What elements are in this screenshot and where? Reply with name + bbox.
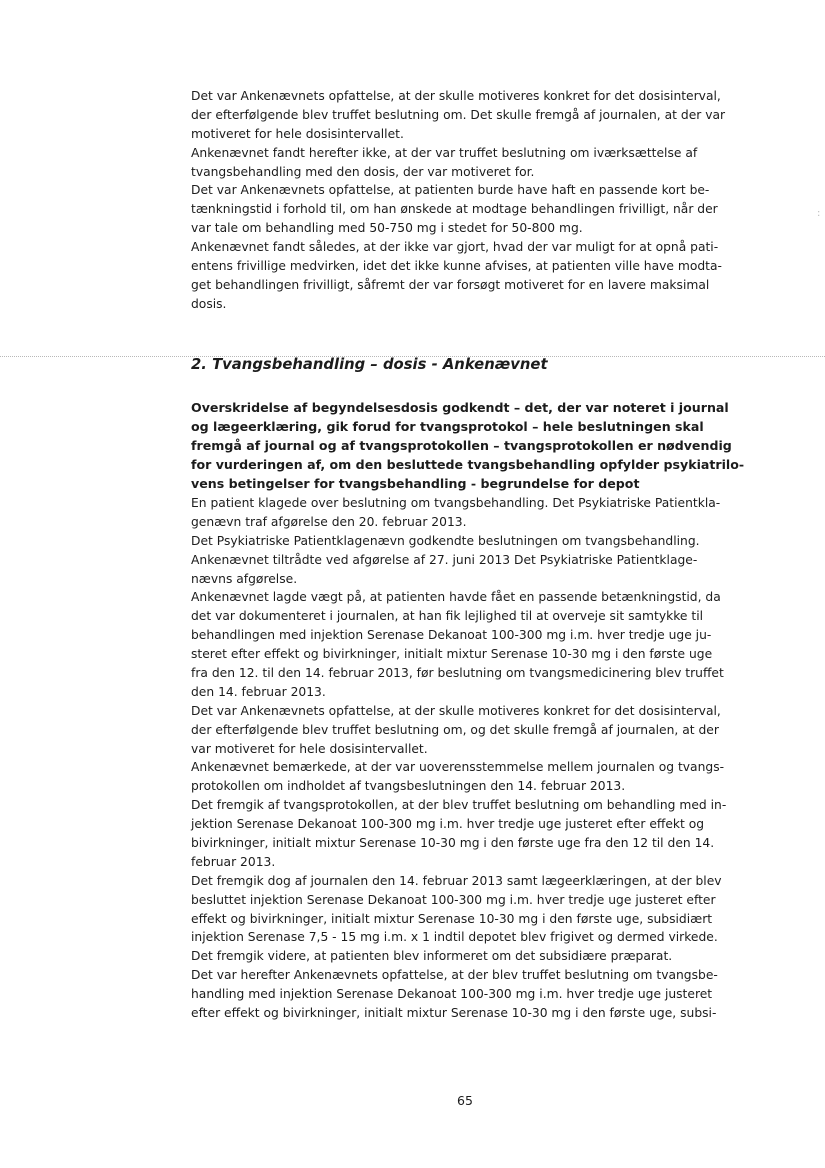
text-line: efter effekt og bivirkninger, initialt mixtur Serenase 10-30 mg i den første uge, subsi- [191, 1006, 717, 1021]
summary-line: for vurderingen af, om den besluttede tvangsbehandling opfylder psykiatrilo- [191, 456, 745, 472]
text-line: Det fremgik videre, at patienten blev informeret om det subsidiære præparat. [191, 949, 673, 964]
summary-line: vens betingelser for tvangsbehandling - begrundelse for depot [191, 475, 640, 491]
summary-line: og lægeerklæring, gik forud for tvangsprotokol – hele beslutningen skal [191, 418, 704, 434]
text-line: tænkningstid i forhold til, om han ønskede at modtage behandlingen frivilligt, når der [191, 202, 718, 217]
body-text [191, 494, 751, 1023]
text-line: Det fremgik dog af journalen den 14. februar 2013 samt lægeerklæringen, at der blev [191, 873, 722, 888]
text-line: behandlingen med injektion Serenase Dekanoat 100-300 mg i.m. hver tredje uge ju- [191, 628, 712, 643]
text-line: Ankenævnet bemærkede, at der var uoverensstemmelse mellem journalen og tvangs- [191, 760, 725, 775]
summary-line: fremgå af journal og af tvangsprotokollen – tvangsprotokollen er nødvendig [191, 437, 732, 453]
summary-line: Overskridelse af begyndelsesdosis godkendt – det, der var noteret i journal [191, 400, 729, 415]
page-number: 65 [457, 1093, 473, 1108]
text-line: En patient klagede over beslutning om tvangsbehandling. Det Psykiatriske Patientkla- [191, 496, 721, 510]
section-heading: 2. Tvangsbehandling – dosis - Ankenævnet [191, 356, 548, 373]
text-line: det var dokumenteret i journalen, at han fik lejlighed til at overveje sit samtykke til [191, 609, 704, 624]
text-line: besluttet injektion Serenase Dekanoat 100-300 mg i.m. hver tredje uge justeret efter [191, 892, 716, 907]
text-line: get behandlingen frivilligt, såfremt der var forsøgt motiveret for en lavere maksimal [191, 277, 710, 292]
text-line: var tale om behandling med 50-750 mg i stedet for 50-800 mg. [191, 221, 583, 236]
text-line: februar 2013. [191, 854, 276, 869]
text-line: den 14. februar 2013. [191, 684, 326, 699]
text-line: Det fremgik af tvangsprotokollen, at der blev truffet beslutning om behandling med in- [191, 798, 727, 813]
text-line: protokollen om indholdet af tvangsbeslutningen den 14. februar 2013. [191, 779, 626, 794]
summary-bold [191, 399, 751, 493]
text-line: Ankenævnet fandt således, at der ikke var gjort, hvad der var muligt for at opnå pati- [191, 240, 719, 255]
text-line: motiveret for hele dosisintervallet. [191, 126, 404, 141]
text-line: Ankenævnet tiltrådte ved afgørelse af 27. juni 2013 Det Psykiatriske Patientklage- [191, 552, 698, 567]
text-line: Det var Ankenævnets opfattelse, at der skulle motiveres konkret for det dosisinterval, [191, 89, 721, 103]
text-line: bivirkninger, initialt mixtur Serenase 10-30 mg i den første uge fra den 12 til den 14. [191, 836, 715, 851]
text-line: steret efter effekt og bivirkninger, initialt mixtur Serenase 10-30 mg i den første uge [191, 647, 713, 662]
text-line: var motiveret for hele dosisintervallet. [191, 741, 428, 756]
text-line: genævn traf afgørelse den 20. februar 2013. [191, 514, 467, 529]
text-line: Det var Ankenævnets opfattelse, at der skulle motiveres konkret for det dosisinterval, [191, 703, 721, 718]
text-line: Det Psykiatriske Patientklagenævn godkendte beslutningen om tvangsbehandling. [191, 533, 700, 548]
text-line: jektion Serenase Dekanoat 100-300 mg i.m. hver tredje uge justeret efter effekt og [191, 817, 705, 832]
text-line: effekt og bivirkninger, initialt mixtur Serenase 10-30 mg i den første uge, subsidiært [191, 911, 713, 926]
text-line: nævns afgørelse. [191, 571, 298, 586]
text-line: Det var Ankenævnets opfattelse, at patienten burde have haft en passende kort be- [191, 183, 710, 198]
text-line: Ankenævnet lagde vægt på, at patienten havde fået en passende betænkningstid, da [191, 590, 721, 605]
text-line: tvangsbehandling med den dosis, der var motiveret for. [191, 164, 535, 179]
text-line: entens frivillige medvirken, idet det ikke kunne afvises, at patienten ville have modta- [191, 259, 722, 274]
text-line: Ankenævnet fandt herefter ikke, at der var truffet beslutning om iværksættelse af [191, 145, 698, 160]
top-paragraphs [191, 87, 751, 314]
text-line: dosis. [191, 296, 227, 311]
text-line: handling med injektion Serenase Dekanoat 100-300 mg i.m. hver tredje uge justeret [191, 987, 713, 1002]
text-line: Det var herefter Ankenævnets opfattelse, at der blev truffet beslutning om tvangsbe- [191, 968, 718, 983]
text-line: der efterfølgende blev truffet beslutning om, og det skulle fremgå af journalen, at der [191, 722, 719, 737]
text-line: der efterfølgende blev truffet beslutning om. Det skulle fremgå af journalen, at der var [191, 107, 726, 122]
margin-mark: : [817, 208, 821, 219]
text-line: injektion Serenase 7,5 - 15 mg i.m. x 1 indtil depotet blev frigivet og dermed virkede. [191, 930, 718, 945]
text-line: fra den 12. til den 14. februar 2013, før beslutning om tvangsmedicinering blev truffet [191, 666, 724, 681]
